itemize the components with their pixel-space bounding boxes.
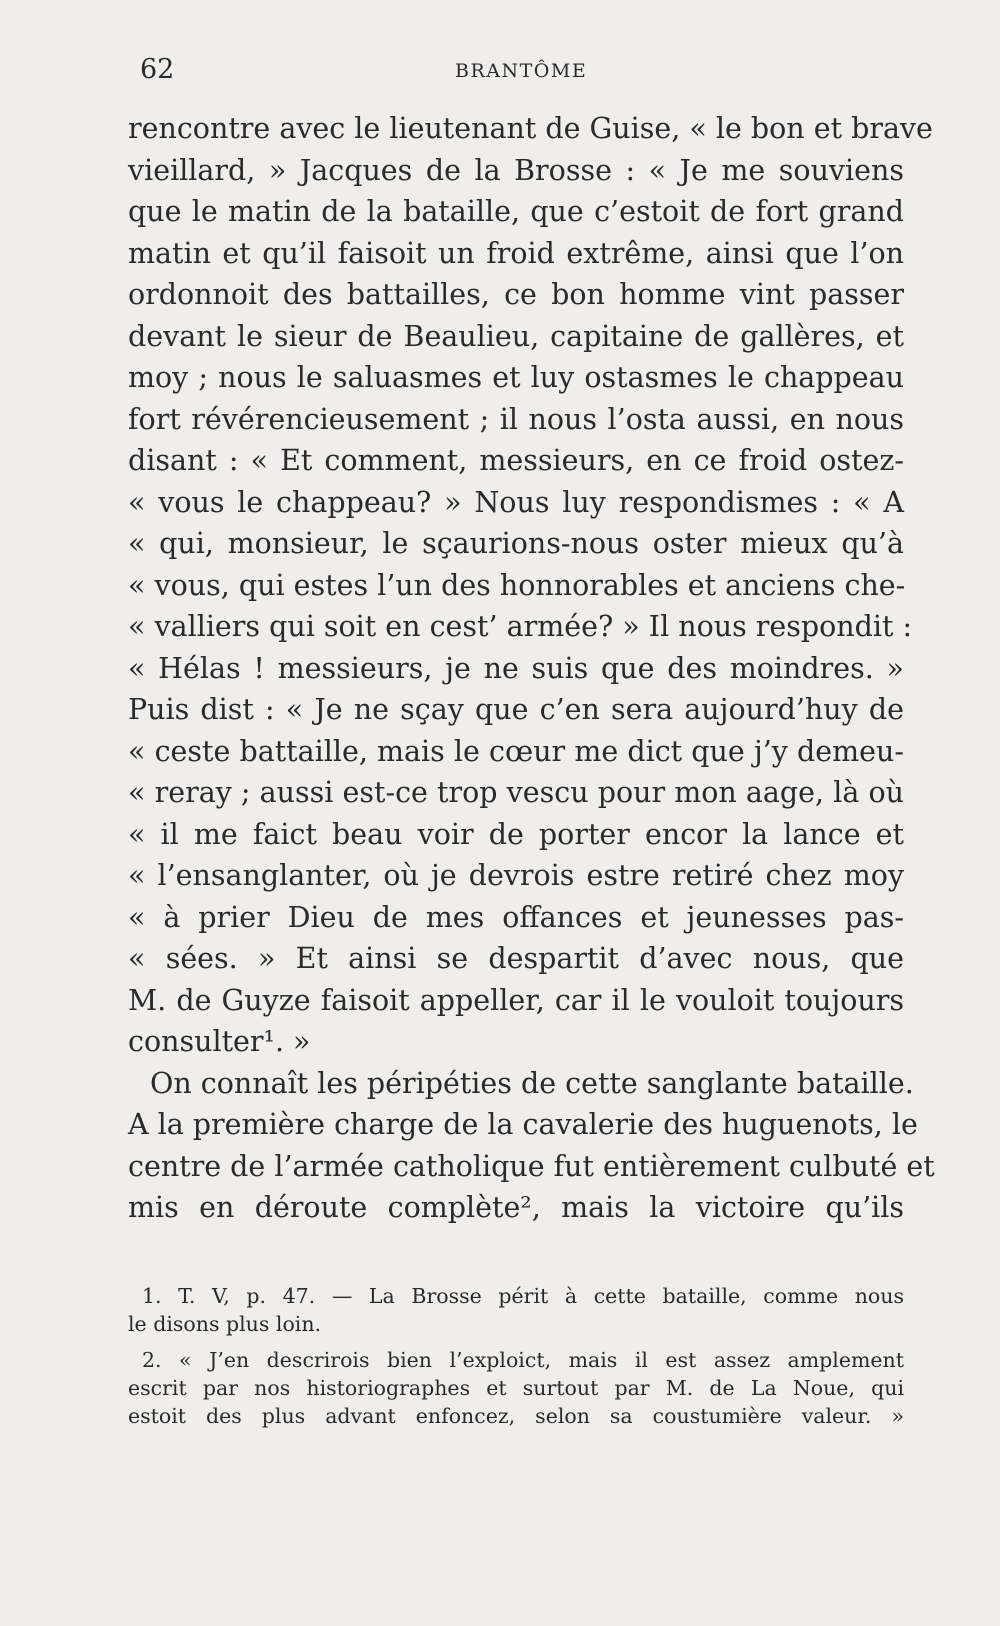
text-line: que le matin de la bataille, que c’estoit de fort grand (128, 195, 904, 228)
footnote-line: 2. « J’en descrirois bien l’exploict, mais il est assez amplement (142, 1348, 904, 1372)
text-line: « il me faict beau voir de porter encor la lance et (128, 817, 904, 851)
text-line: rencontre avec le lieutenant de Guise, « le bon et brave (128, 112, 933, 145)
text-line: disant : « Et comment, messieurs, en ce froid ostez- (128, 444, 904, 477)
text-line: On connaît les péripéties de cette sanglante bataille. (150, 1066, 914, 1100)
page-number: 62 (140, 54, 175, 85)
text-line: M. de Guyze faisoit appeller, car il le vouloit toujours (128, 983, 904, 1017)
text-line: Puis dist : « Je ne sçay que c’en sera aujourd’huy de (128, 693, 904, 726)
text-line: « sées. » Et ainsi se despartit d’avec nous, que (128, 942, 904, 975)
footnotes (128, 1282, 904, 1430)
text-line: « Hélas ! messieurs, je ne suis que des moindres. » (128, 651, 904, 685)
text-line: « reray ; aussi est-ce trop vescu pour mon aage, là où (128, 776, 904, 809)
footnote-line: le disons plus loin. (128, 1312, 322, 1336)
text-line: matin et qu’il faisoit un froid extrême, ainsi que l’on (128, 236, 904, 270)
text-line: moy ; nous le saluasmes et luy ostasmes le chappeau (128, 361, 904, 394)
text-line: « l’ensanglanter, où je devrois estre retiré chez moy (128, 859, 904, 892)
footnote-line: 1. T. V, p. 47. — La Brosse périt à cette bataille, comme nous (142, 1284, 904, 1308)
text-line: mis en déroute complète², mais la victoire qu’ils (128, 1191, 904, 1224)
text-line: consulter¹. » (128, 1025, 311, 1058)
footnote-line: escrit par nos historiographes et surtout par M. de La Noue, qui (128, 1376, 904, 1400)
body-text (128, 108, 935, 1229)
text-line: ordonnoit des battailles, ce bon homme vint passer (128, 278, 904, 311)
text-line: devant le sieur de Beaulieu, capitaine de gallères, et (128, 319, 904, 353)
text-line: vieillard, » Jacques de la Brosse : « Je me souviens (128, 153, 904, 187)
text-line: « valliers qui soit en cest’ armée? » Il nous respondit : (128, 610, 913, 643)
text-line: « ceste battaille, mais le cœur me dict que j’y demeu- (128, 734, 904, 768)
running-head (140, 48, 900, 88)
text-line: « vous, qui estes l’un des honnorables et anciens che- (128, 568, 906, 602)
text-line: A la première charge de la cavalerie des huguenots, le (128, 1108, 918, 1141)
text-line: « à prier Dieu de mes offances et jeunesses pas- (128, 900, 904, 934)
text-line: « vous le chappeau? » Nous luy respondismes : « A (128, 485, 904, 519)
running-title: BRANTÔME (455, 60, 588, 82)
text-line: centre de l’armée catholique fut entièrement culbuté et (128, 1149, 935, 1183)
footnote-line: estoit des plus advant enfoncez, selon sa coustumière valeur. » (128, 1404, 904, 1428)
text-line: fort révérencieusement ; il nous l’osta aussi, en nous (128, 402, 904, 436)
text-line: « qui, monsieur, le sçaurions-nous oster mieux qu’à (128, 527, 904, 560)
